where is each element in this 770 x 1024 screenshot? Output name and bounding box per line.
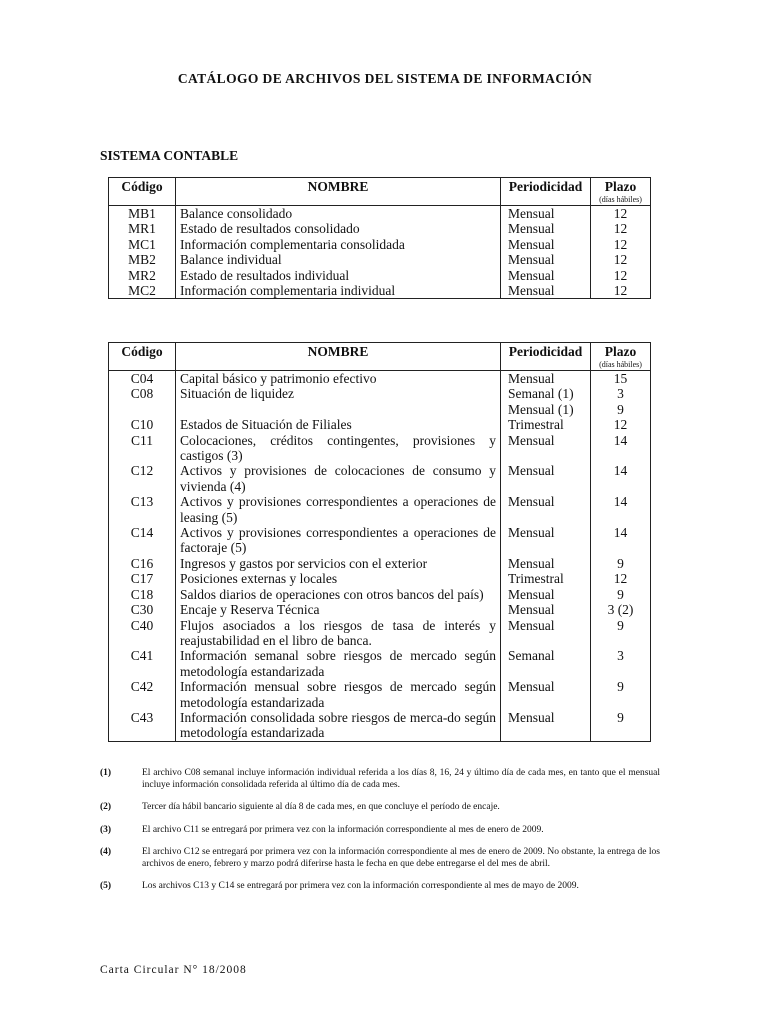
footnote — [100, 768, 660, 791]
table-row — [109, 206, 651, 222]
periodicity-value: Mensual — [508, 555, 555, 571]
periodicity-cell — [501, 268, 591, 283]
deadline-value: 12 — [613, 267, 628, 283]
periodicity-value: Mensual — [508, 371, 555, 386]
deadline-cell — [591, 525, 651, 556]
file-name: Estado de resultados consolidado — [176, 221, 501, 236]
footnote-text: El archivo C12 se entregará por primera vez con la información correspondiente al mes de enero de 2009. No obstante, la entrega de los archivos de enero, febrero y marzo podrá diferirse hasta le fecha en que debe entregarse el del mes de abril. — [142, 847, 660, 869]
file-code: C14 — [109, 525, 176, 556]
deadline-cell — [591, 283, 651, 299]
header-codigo: Código — [109, 178, 176, 196]
file-name: Encaje y Reserva Técnica — [176, 602, 501, 617]
file-name: Colocaciones, créditos contingentes, provisiones y castigos (3) — [176, 433, 501, 464]
header-plazo-sub: (días hábiles) — [591, 195, 651, 206]
file-code: C43 — [109, 710, 176, 741]
deadline-cell — [591, 556, 651, 571]
header-codigo: Código — [109, 343, 176, 361]
periodicity-cell — [501, 386, 591, 417]
file-code: C12 — [109, 463, 176, 494]
periodicity-value: Semanal — [508, 648, 555, 664]
footnote-number: (1) — [100, 768, 112, 778]
periodicity-value: Mensual — [508, 709, 555, 725]
deadline-value: 14 — [613, 525, 628, 541]
periodicity-value: Mensual — [508, 267, 555, 283]
deadline-cell — [591, 494, 651, 525]
periodicity-value: Mensual — [508, 463, 555, 479]
document-title: CATÁLOGO DE ARCHIVOS DEL SISTEMA DE INFORMACIÓN — [177, 71, 593, 86]
periodicity-cell — [501, 371, 591, 387]
periodicity-value: Mensual — [508, 586, 555, 602]
header-plazo-sub: (días hábiles) — [591, 360, 651, 371]
file-code: C11 — [109, 433, 176, 464]
header-periodicidad: Periodicidad — [501, 178, 591, 196]
catalog-table-contable — [108, 177, 651, 299]
header-periodicidad: Periodicidad — [501, 343, 591, 361]
periodicity-value: Mensual — [508, 252, 555, 268]
periodicity-value: Mensual — [508, 221, 555, 237]
file-code: MC1 — [109, 237, 176, 252]
footnote-number: (4) — [100, 847, 112, 857]
periodicity-cell — [501, 587, 591, 602]
periodicity-value: Mensual — [508, 432, 555, 448]
footnote — [100, 825, 660, 837]
file-code: C41 — [109, 648, 176, 679]
file-code: C16 — [109, 556, 176, 571]
deadline-cell — [591, 463, 651, 494]
periodicity-value: Mensual — [508, 283, 555, 299]
deadline-cell — [591, 587, 651, 602]
deadline-value: 12 — [613, 252, 628, 268]
header-plazo: Plazo — [591, 178, 651, 196]
file-name: Posiciones externas y locales — [176, 571, 501, 586]
table-row — [109, 556, 651, 571]
footnote-text: El archivo C08 semanal incluye información individual referida a los días 8, 16, 24 y último día de cada mes, en tanto que el mensual incluye información consolidada referida al último día de cada mes. — [142, 768, 660, 790]
footnote-text: Los archivos C13 y C14 se entregará por primera vez con la información correspondiente al mes de mayo de 2009. — [142, 881, 579, 891]
deadline-value: 3 (2) — [607, 602, 634, 618]
deadline-value: 12 — [613, 283, 628, 299]
deadline-cell — [591, 433, 651, 464]
deadline-value: 14 — [613, 463, 628, 479]
header-plazo: Plazo — [591, 343, 651, 361]
table-row — [109, 525, 651, 556]
footnote — [100, 847, 660, 870]
periodicity-value: Mensual — [508, 602, 555, 618]
file-code: C42 — [109, 679, 176, 710]
deadline-value: 3 — [617, 648, 624, 664]
deadline-value: 12 — [613, 417, 628, 433]
file-name: Activos y provisiones correspondientes a operaciones de factoraje (5) — [176, 525, 501, 556]
file-name: Información consolidada sobre riesgos de merca-do según metodología estandarizada — [176, 710, 501, 741]
table-row — [109, 283, 651, 299]
file-code: MB2 — [109, 252, 176, 267]
periodicity-value: Mensual (1) — [508, 401, 574, 417]
periodicity-cell — [501, 433, 591, 464]
periodicity-cell — [501, 221, 591, 236]
periodicity-cell — [501, 571, 591, 586]
deadline-value: 9 — [617, 617, 624, 633]
file-code: C18 — [109, 587, 176, 602]
deadline-cell — [591, 618, 651, 649]
file-code: C04 — [109, 371, 176, 387]
deadline-value: 14 — [613, 494, 628, 510]
deadline-value: 12 — [613, 236, 628, 252]
file-name: Balance individual — [176, 252, 501, 267]
periodicity-cell — [501, 463, 591, 494]
table-row — [109, 417, 651, 432]
file-code: C30 — [109, 602, 176, 617]
deadline-value: 15 — [613, 371, 628, 386]
section-title: SISTEMA CONTABLE — [100, 148, 239, 163]
periodicity-cell — [501, 206, 591, 222]
table-row — [109, 679, 651, 710]
file-name: Saldos diarios de operaciones con otros bancos del país) — [176, 587, 501, 602]
footnote-number: (2) — [100, 802, 112, 812]
table-row — [109, 221, 651, 236]
periodicity-value: Mensual — [508, 679, 555, 695]
deadline-value: 9 — [617, 555, 624, 571]
deadline-value: 9 — [617, 679, 624, 695]
deadline-cell — [591, 206, 651, 222]
table-row — [109, 648, 651, 679]
deadline-cell — [591, 571, 651, 586]
footnote-number: (3) — [100, 824, 112, 835]
table-row — [109, 433, 651, 464]
table-row — [109, 571, 651, 586]
periodicity-value: Mensual — [508, 525, 555, 541]
footnote-text: El archivo C11 se entregará por primera vez con la información correspondiente al mes de enero de 2009. — [142, 824, 544, 835]
table-row — [109, 602, 651, 617]
deadline-value: 9 — [617, 709, 624, 725]
deadline-cell — [591, 371, 651, 387]
periodicity-cell — [501, 602, 591, 617]
footer-reference: Carta Circular N° 18/2008 — [100, 964, 247, 976]
file-name: Situación de liquidez — [176, 386, 501, 417]
table-row — [109, 587, 651, 602]
file-code: MR1 — [109, 221, 176, 236]
file-name: Estados de Situación de Filiales — [176, 417, 501, 432]
table-row — [109, 618, 651, 649]
file-name: Información complementaria consolidada — [176, 237, 501, 252]
footnotes — [100, 768, 660, 904]
file-code: MR2 — [109, 268, 176, 283]
footnote — [100, 802, 660, 814]
periodicity-value: Mensual — [508, 494, 555, 510]
periodicity-cell — [501, 618, 591, 649]
file-name: Información mensual sobre riesgos de mercado según metodología estandarizada — [176, 679, 501, 710]
periodicity-value: Trimestral — [508, 417, 564, 433]
file-code: C40 — [109, 618, 176, 649]
deadline-cell — [591, 710, 651, 741]
deadline-cell — [591, 417, 651, 432]
header-nombre: NOMBRE — [176, 343, 501, 361]
deadline-cell — [591, 221, 651, 236]
table-row — [109, 463, 651, 494]
periodicity-cell — [501, 648, 591, 679]
deadline-value: 14 — [613, 432, 628, 448]
file-name: Balance consolidado — [176, 206, 501, 222]
deadline-cell — [591, 648, 651, 679]
file-code: C10 — [109, 417, 176, 432]
periodicity-cell — [501, 283, 591, 299]
deadline-cell — [591, 386, 651, 417]
periodicity-value: Mensual — [508, 236, 555, 252]
file-name: Activos y provisiones correspondientes a operaciones de leasing (5) — [176, 494, 501, 525]
file-code: C17 — [109, 571, 176, 586]
deadline-value: 9 — [617, 586, 624, 602]
periodicity-cell — [501, 252, 591, 267]
deadline-value: 12 — [613, 221, 628, 237]
file-code: MB1 — [109, 206, 176, 222]
deadline-value: 12 — [613, 571, 628, 587]
periodicity-value: Trimestral — [508, 571, 564, 587]
periodicity-cell — [501, 679, 591, 710]
periodicity-cell — [501, 417, 591, 432]
periodicity-cell — [501, 556, 591, 571]
file-name: Capital básico y patrimonio efectivo — [176, 371, 501, 387]
table-row — [109, 371, 651, 387]
catalog-table-c — [108, 342, 651, 742]
file-name: Estado de resultados individual — [176, 268, 501, 283]
file-code: C08 — [109, 386, 176, 417]
deadline-cell — [591, 252, 651, 267]
table-row — [109, 268, 651, 283]
footnote-number: (5) — [100, 881, 112, 891]
deadline-cell — [591, 679, 651, 710]
periodicity-cell — [501, 525, 591, 556]
deadline-cell — [591, 237, 651, 252]
header-nombre: NOMBRE — [176, 178, 501, 196]
periodicity-cell — [501, 710, 591, 741]
periodicity-value: Mensual — [508, 206, 555, 221]
file-name: Flujos asociados a los riesgos de tasa de interés y reajustabilidad en el libro de banca. — [176, 618, 501, 649]
file-name: Información complementaria individual — [176, 283, 501, 299]
deadline-value: 3 — [617, 386, 624, 402]
file-code: MC2 — [109, 283, 176, 299]
table-row — [109, 237, 651, 252]
file-name: Activos y provisiones de colocaciones de consumo y vivienda (4) — [176, 463, 501, 494]
file-name: Información semanal sobre riesgos de mercado según metodología estandarizada — [176, 648, 501, 679]
table-row — [109, 386, 651, 417]
table-row — [109, 710, 651, 741]
periodicity-cell — [501, 237, 591, 252]
deadline-cell — [591, 268, 651, 283]
footnote-text: Tercer día hábil bancario siguiente al día 8 de cada mes, en que concluye el período de encaje. — [142, 802, 500, 812]
periodicity-value: Semanal (1) — [508, 386, 574, 402]
file-code: C13 — [109, 494, 176, 525]
periodicity-cell — [501, 494, 591, 525]
file-name: Ingresos y gastos por servicios con el exterior — [176, 556, 501, 571]
deadline-value: 12 — [613, 206, 628, 221]
table-row — [109, 494, 651, 525]
table-row — [109, 252, 651, 267]
deadline-cell — [591, 602, 651, 617]
footnote — [100, 881, 660, 893]
deadline-value: 9 — [617, 401, 624, 417]
periodicity-value: Mensual — [508, 617, 555, 633]
